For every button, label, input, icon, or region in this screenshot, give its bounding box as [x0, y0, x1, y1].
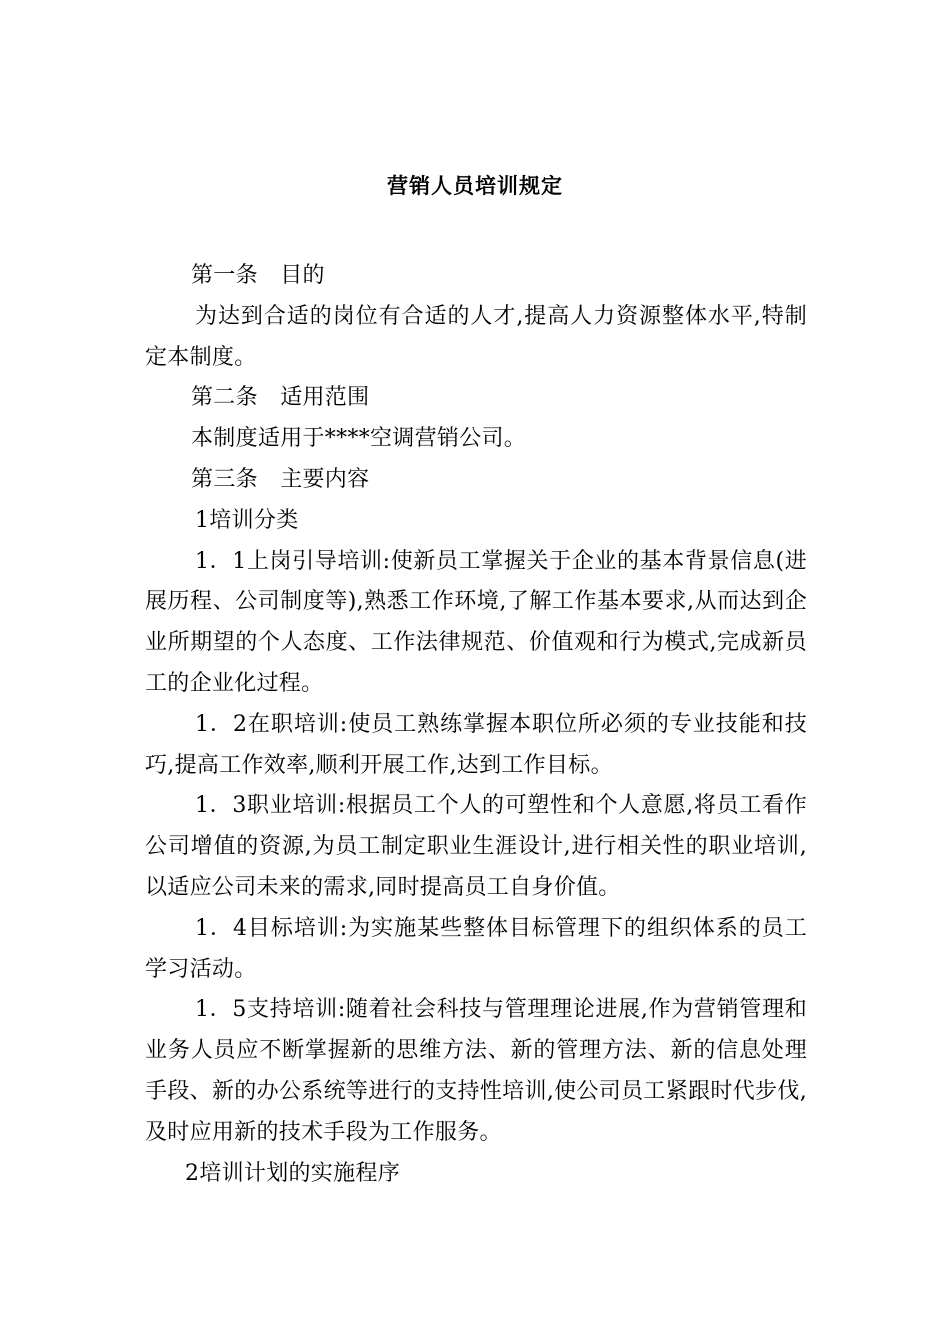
- section-1-heading: 1培训分类: [195, 507, 299, 533]
- article-1-text: 为达到合适的岗位有合适的人才,提高人力资源整体水平,特制定本制度。: [145, 303, 807, 370]
- section-2-heading: 2培训计划的实施程序: [185, 1160, 400, 1186]
- article-1-heading: 第一条 目的: [191, 263, 325, 288]
- section-1-5-text: 1．5支持培训:随着社会科技与管理理论进展,作为营销管理和业务人员应不断掌握新的思维方法、新的管理方法、新的信息处理手段、新的办公系统等进行的支持性培训,使公司员工紧跟时代步伐,及时应用新的技术手段为工作服务。: [145, 997, 807, 1145]
- article-3-heading: 第三条 主要内容: [191, 466, 370, 492]
- article-2-heading: 第二条 适用范围: [191, 385, 370, 411]
- section-1-2-text: 1．2在职培训:使员工熟练掌握本职位所必须的专业技能和技巧,提高工作效率,顺利开展工作,达到工作目标。: [145, 711, 807, 778]
- document-body: [145, 256, 807, 1194]
- section-1-1-text: 1．1上岗引导培训:使新员工掌握关于企业的基本背景信息(进展历程、公司制度等),熟悉工作环境,了解工作基本要求,从而达到企业所期望的个人态度、工作法律规范、价值观和行为模式,完成新员工的企业化过程。: [145, 548, 807, 696]
- document-title: 营销人员培训规定: [387, 174, 563, 198]
- article-2-text: 本制度适用于****空调营销公司。: [191, 426, 527, 452]
- section-1-4-text: 1．4目标培训:为实施某些整体目标管理下的组织体系的员工学习活动。: [145, 915, 807, 982]
- section-1-3-text: 1．3职业培训:根据员工个人的可塑性和个人意愿,将员工看作公司增值的资源,为员工制定职业生涯设计,进行相关性的职业培训,以适应公司未来的需求,同时提高员工自身价值。: [145, 793, 807, 900]
